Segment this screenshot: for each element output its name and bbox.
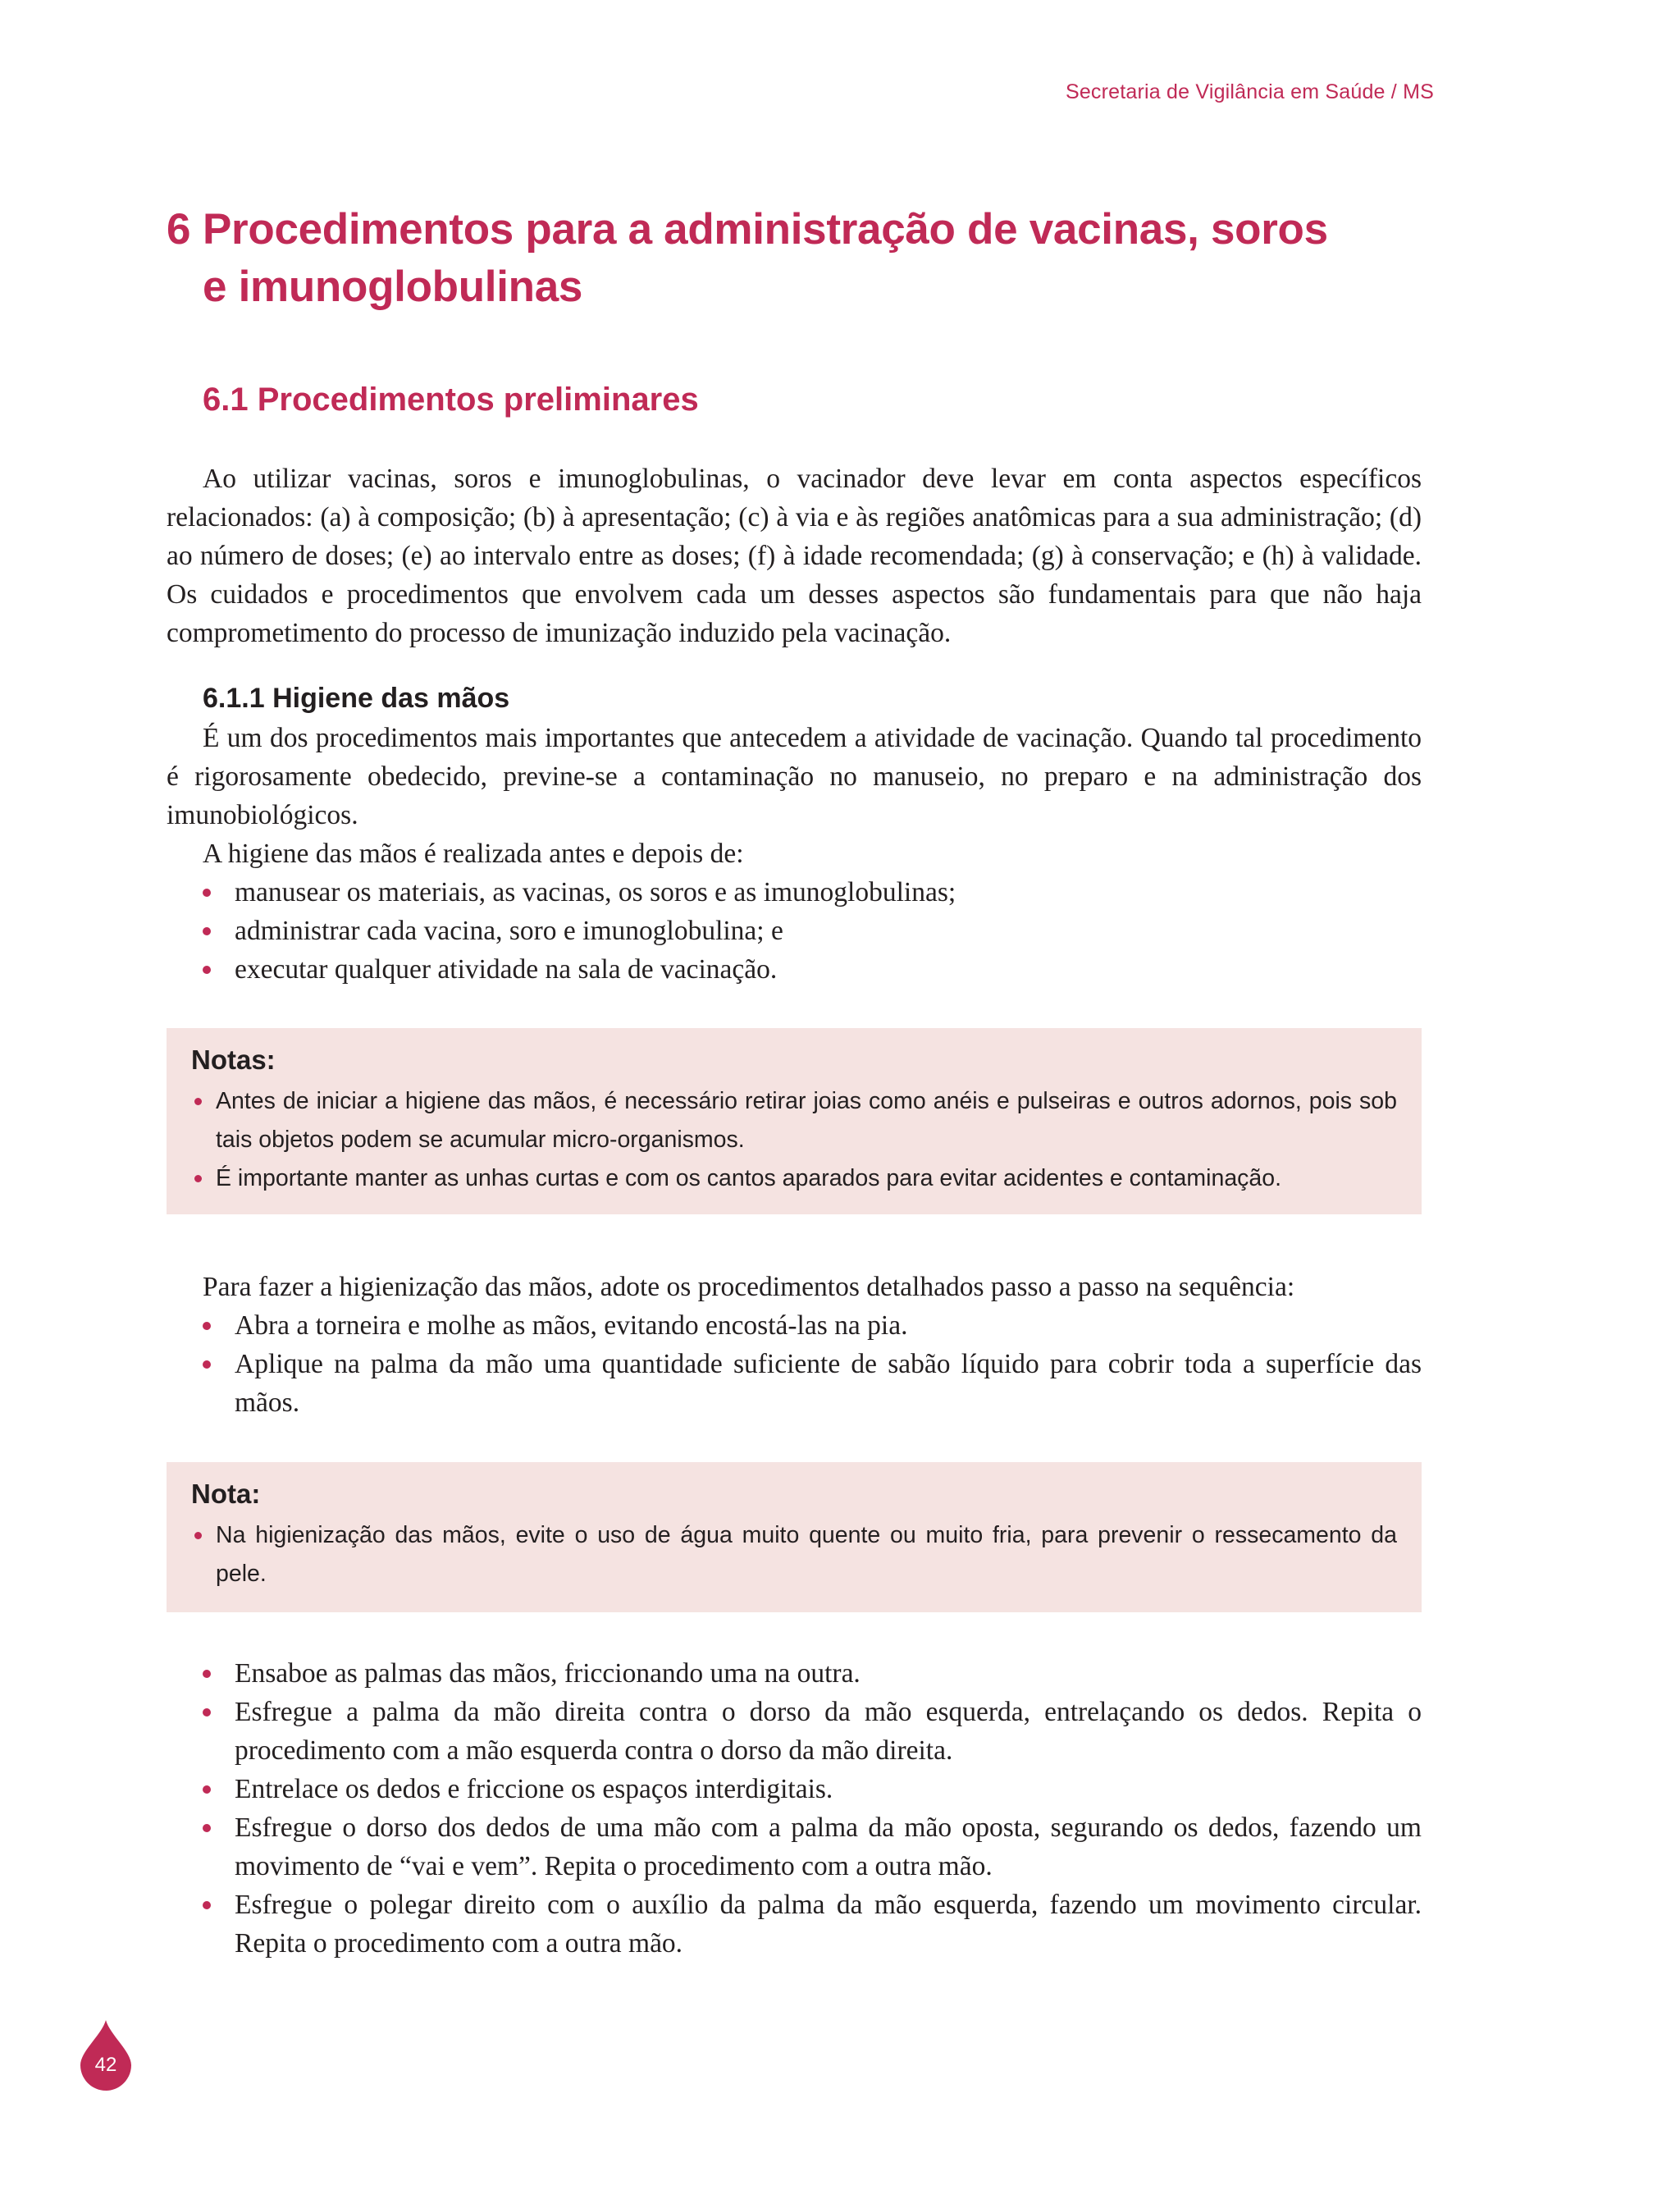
bullet-icon: [194, 1532, 202, 1539]
list-item: Entrelace os dedos e friccione os espaços interdigitais.: [167, 1770, 1422, 1808]
note-item: É importante manter as unhas curtas e com os cantos aparados para evitar acidentes e contaminação.: [191, 1159, 1397, 1198]
bullet-icon: [194, 1175, 202, 1182]
list-item: Abra a torneira e molhe as mãos, evitando encostá-las na pia.: [167, 1306, 1422, 1345]
bullet-icon: [203, 1901, 211, 1909]
before-after-list: [167, 873, 1422, 989]
section-intro-block: [167, 459, 1422, 652]
bullet-icon: [194, 1098, 202, 1105]
chapter-title: [167, 201, 1422, 316]
running-header: Secretaria de Vigilância em Saúde / MS: [1065, 80, 1434, 103]
section-title: 6.1 Procedimentos preliminares: [203, 382, 699, 418]
bullet-icon: [203, 1824, 211, 1832]
notes-box: [167, 1028, 1422, 1214]
list-item: Aplique na palma da mão uma quantidade suficiente de sabão líquido para cobrir toda a superfície das mãos.: [167, 1345, 1422, 1422]
procedure-intro: Para fazer a higienização das mãos, adote os procedimentos detalhados passo a passo na sequência:: [203, 1272, 1295, 1302]
subsection-para1: É um dos procedimentos mais importantes que antecedem a atividade de vacinação. Quando tal procedimento é rigorosamente obedecido, previne-se a contaminação no manuseio, no preparo e na administração dos imunobiológicos.: [167, 723, 1422, 830]
bullet-icon: [203, 1670, 211, 1678]
steps-list: [167, 1654, 1422, 1963]
subsection-block: [167, 678, 1422, 989]
procedure-list: [167, 1306, 1422, 1422]
list-item: Esfregue a palma da mão direita contra o dorso da mão esquerda, entrelaçando os dedos. Repita o procedimento com a mão esquerda contra o dorso da mão direita.: [167, 1693, 1422, 1770]
bullet-icon: [203, 1708, 211, 1716]
list-item: manusear os materiais, as vacinas, os soros e as imunoglobulinas;: [167, 873, 1422, 912]
bullet-icon: [203, 889, 211, 897]
list-item: Ensaboe as palmas das mãos, friccionando uma na outra.: [167, 1654, 1422, 1693]
list-item: administrar cada vacina, soro e imunoglobulina; e: [167, 912, 1422, 950]
list-item: Esfregue o dorso dos dedos de uma mão com a palma da mão oposta, segurando os dedos, fazendo um movimento de “vai e vem”. Repita o procedimento com a outra mão.: [167, 1808, 1422, 1886]
notes-list: [191, 1082, 1397, 1198]
list-item: Esfregue o polegar direito com o auxílio da palma da mão esquerda, fazendo um movimento circular. Repita o procedimento com a outra mão.: [167, 1886, 1422, 1963]
chapter-title-line2: e imunoglobulinas: [203, 263, 583, 311]
subsection-title: 6.1.1 Higiene das mãos: [203, 683, 510, 714]
list-item: executar qualquer atividade na sala de vacinação.: [167, 950, 1422, 989]
notes-title: Notas:: [191, 1045, 276, 1075]
note-list: [191, 1516, 1397, 1593]
chapter-title-line1: Procedimentos para a administração de vacinas, soros: [203, 205, 1328, 254]
page-number: 42: [94, 2054, 117, 2076]
bullet-icon: [203, 966, 211, 974]
chapter-number: 6: [167, 205, 191, 254]
note-title: Nota:: [191, 1479, 261, 1509]
bullet-icon: [203, 1360, 211, 1369]
steps-block: [167, 1654, 1422, 1963]
section-intro: Ao utilizar vacinas, soros e imunoglobulinas, o vacinador deve levar em conta aspectos específicos relacionados: (a) à composição; (b) à apresentação; (c) à via e às regiões anatômicas para a sua administração; (d) ao número de doses; (e) ao intervalo entre as doses; (f) à idade recomendada; (g) à conservação; e (h) à validade. Os cuidados e procedimentos que envolvem cada um desses aspectos são fundamentais para que não haja comprometimento do processo de imunização induzido pela vacinação.: [167, 464, 1422, 648]
note-box: [167, 1462, 1422, 1612]
subsection-para2: A higiene das mãos é realizada antes e depois de:: [203, 839, 744, 869]
bullet-icon: [203, 927, 211, 935]
procedure-block: [167, 1268, 1422, 1422]
bullet-icon: [203, 1322, 211, 1330]
note-item: Antes de iniciar a higiene das mãos, é necessário retirar joias como anéis e pulseiras e outros adornos, pois sob tais objetos podem se acumular micro-organismos.: [191, 1082, 1397, 1159]
bullet-icon: [203, 1785, 211, 1794]
note-item: Na higienização das mãos, evite o uso de água muito quente ou muito fria, para prevenir o ressecamento da pele.: [191, 1516, 1397, 1593]
